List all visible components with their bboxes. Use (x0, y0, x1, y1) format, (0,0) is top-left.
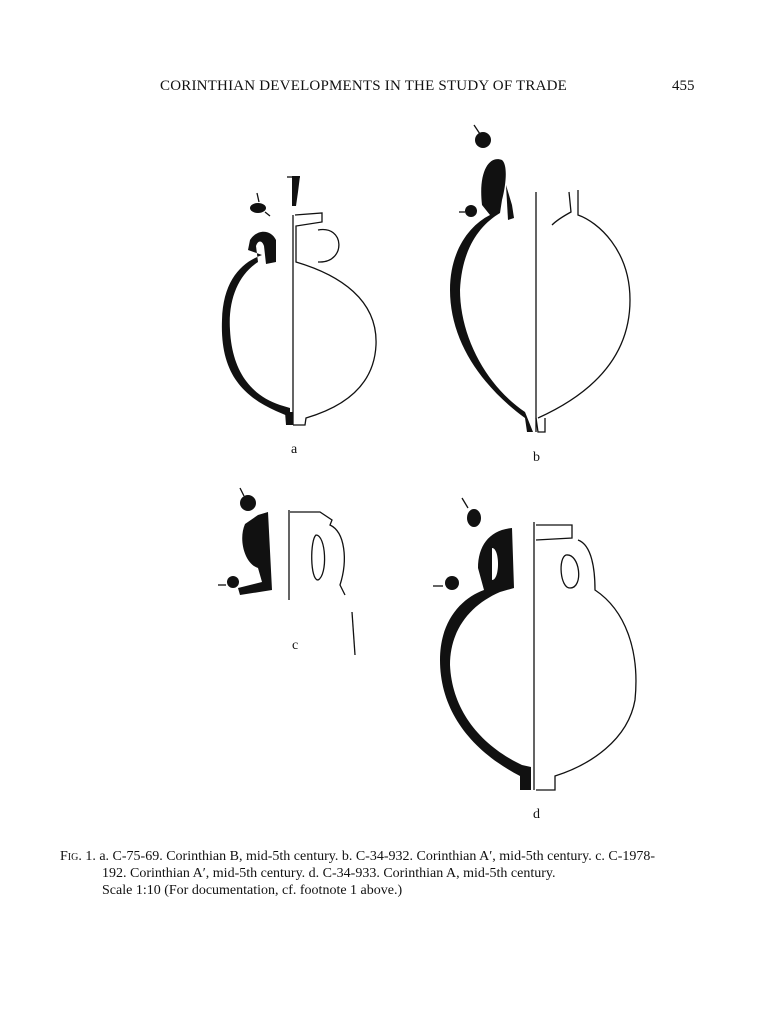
amphora-c-outline (290, 512, 345, 595)
amphora-c-handle-section-bottom (227, 576, 239, 588)
amphora-a-marker-line-2 (265, 212, 270, 216)
amphora-c-handle-outline (312, 535, 325, 580)
amphora-a-handle-outline (318, 230, 339, 262)
amphora-b-rim-section (506, 185, 514, 220)
amphora-c-wall-fragment (352, 612, 355, 655)
amphora-b-handle-section-bottom (465, 205, 477, 217)
amphora-a-section (222, 232, 290, 417)
amphora-c-section (238, 512, 272, 595)
amphora-b-marker-line (474, 125, 480, 134)
caption-line-1-text: 1. a. C-75-69. Corinthian B, mid-5th century. b. C-34-932. Corinthian A′, mid-5th century. c. C-1978- (81, 849, 656, 864)
caption-line-2: 192. Corinthian A′, mid-5th century. d. C-34-933. Corinthian A, mid-5th century. (102, 866, 556, 881)
amphora-c-drawing (218, 488, 355, 655)
amphora-a-marker-line (257, 193, 259, 202)
panel-label-a: a (291, 442, 298, 457)
amphora-b-foot (536, 418, 545, 432)
amphora-a-rim-section (292, 176, 300, 206)
amphora-c-handle-section-top (240, 495, 256, 511)
amphora-d-section (440, 528, 531, 790)
amphora-d-handle-section-top (467, 509, 481, 527)
amphora-b-section (450, 159, 533, 432)
amphora-c-marker-line (240, 488, 244, 496)
amphora-d-handle-section-bottom (445, 576, 459, 590)
amphora-b-outline (538, 190, 630, 418)
running-title: CORINTHIAN DEVELOPMENTS IN THE STUDY OF TRADE (160, 78, 568, 94)
panel-label-b: b (533, 450, 540, 465)
caption-line-1 (60, 848, 710, 865)
panel-label-d: d (533, 807, 540, 822)
amphora-d-drawing (433, 498, 636, 790)
page-number: 455 (672, 78, 695, 94)
figure-caption (60, 848, 710, 899)
amphora-a-toe (285, 412, 293, 425)
amphora-a-handle-section (250, 203, 266, 213)
caption-fig-prefix: Fig. (60, 849, 82, 864)
caption-line-3: Scale 1:10 (For documentation, cf. footnote 1 above.) (102, 883, 403, 898)
amphora-b-handle-section-top (475, 132, 491, 148)
panel-label-c: c (292, 638, 299, 653)
amphora-b-drawing (450, 125, 630, 432)
amphora-a-drawing (222, 176, 376, 425)
amphora-d-marker-line (462, 498, 468, 508)
amphora-d-outline (536, 525, 636, 790)
amphora-a-outline (293, 213, 376, 425)
amphora-d-handle-outline (561, 555, 579, 588)
